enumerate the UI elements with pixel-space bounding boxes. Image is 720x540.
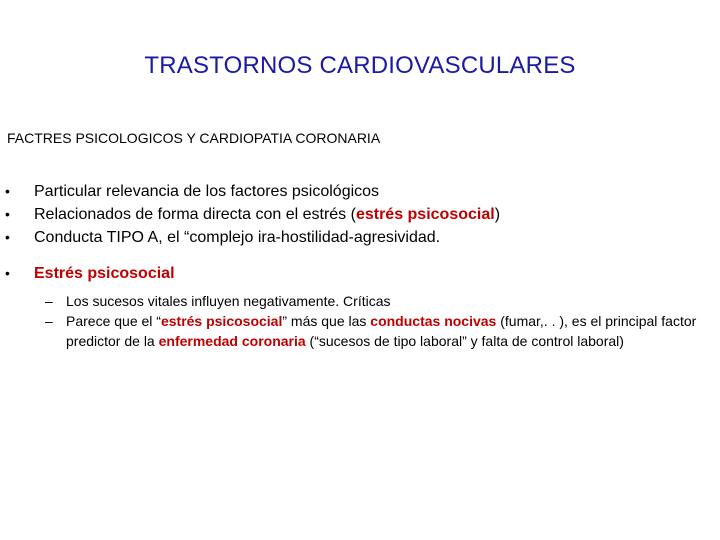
sub-bullet-item (45, 311, 710, 351)
bullet-text: Relacionados de forma directa con el estrés ( (34, 206, 356, 223)
emphasis-text: conductas nocivas (370, 313, 497, 329)
bullet-item (5, 203, 715, 226)
sub-bullet-text: ” más que las (282, 313, 371, 329)
sub-bullet-text: (fumar,. . ), es el principal factor predictor de la (66, 313, 697, 349)
bullet-item (5, 262, 715, 285)
slide-title: TRASTORNOS CARDIOVASCULARES (144, 52, 576, 79)
emphasis-text: enfermedad coronaria (158, 333, 306, 349)
sub-bullet-text: Parece que el “ (66, 313, 161, 329)
sub-bullet-marker: – (45, 293, 53, 309)
bullet-marker: • (5, 229, 10, 245)
bullet-item (5, 180, 715, 203)
emphasis-text: Estrés psicosocial (34, 265, 175, 282)
bullet-marker: • (5, 265, 10, 281)
bullet-text: ) (494, 206, 501, 223)
bullet-item (5, 226, 715, 249)
sub-bullet-text: (“sucesos de tipo laboral” y falta de control laboral) (305, 333, 624, 349)
sub-bullet-item (45, 291, 710, 311)
bullet-marker: • (5, 206, 10, 222)
sub-bullet-text: Los sucesos vitales influyen negativamente. Críticas (66, 293, 391, 309)
emphasis-text: estrés psicosocial (160, 313, 283, 329)
bullet-text: Conducta TIPO A, el “complejo ira-hostilidad-agresividad. (34, 229, 441, 246)
bullet-text: Particular relevancia de los factores psicológicos (34, 183, 380, 200)
sub-bullet-list (45, 291, 710, 351)
sub-bullet-marker: – (45, 313, 53, 329)
emphasis-text: estrés psicosocial (355, 206, 495, 223)
bullet-list (5, 180, 715, 351)
section-heading: FACTRES PSICOLOGICOS Y CARDIOPATIA CORONARIA (7, 130, 381, 146)
bullet-marker: • (5, 183, 10, 199)
